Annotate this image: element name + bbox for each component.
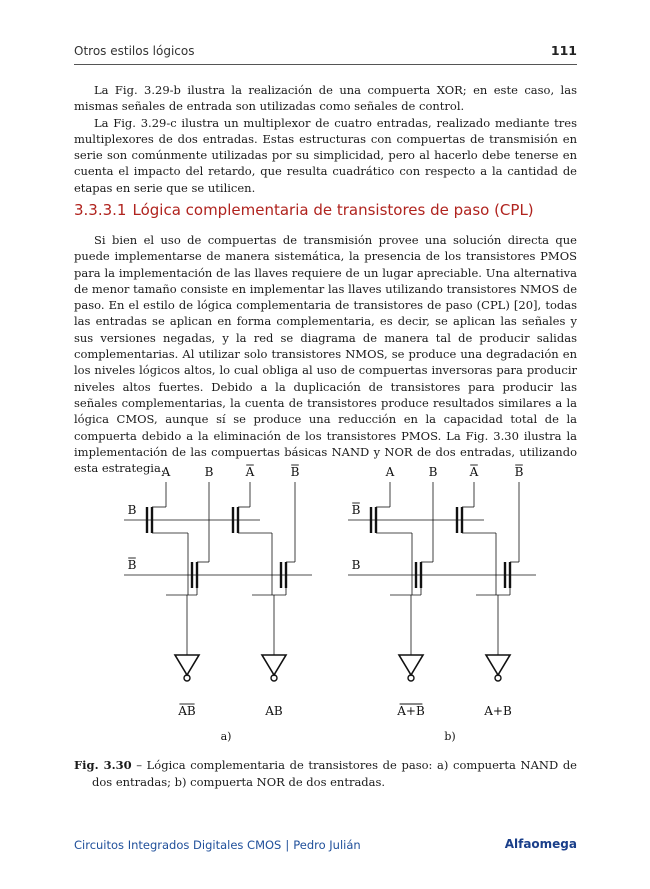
footer-separator: |	[285, 838, 290, 852]
circuit-a-output-label-2: AB	[265, 704, 283, 718]
circuit-a-input-label-2: A	[245, 465, 255, 479]
circuit-a-input-label-0: A	[161, 465, 171, 479]
header-rule	[74, 64, 577, 65]
circuit-b-input-label-3: B	[514, 465, 524, 479]
circuit-b-inverter-2-triangle	[486, 655, 510, 675]
section-title: Lógica complementaria de transistores de paso (CPL)	[132, 201, 534, 219]
circuit-a-inverter-1-triangle	[175, 655, 199, 675]
footer-publisher: Alfaomega	[504, 837, 577, 851]
circuit-b-control-bottom-label: B	[351, 558, 361, 572]
page-footer	[74, 836, 577, 856]
page-number: 111	[550, 43, 577, 58]
circuit-b-input-label-1: B	[428, 465, 438, 479]
circuit-b-output-label-1: A+B	[397, 704, 425, 718]
circuit-a-input-label-3: B	[290, 465, 300, 479]
paragraph-xor: La Fig. 3.29-b ilustra la realización de una compuerta XOR; en este caso, las mismas señales de entrada son utilizadas como señales de control.	[74, 83, 577, 114]
paragraph-cpl: Si bien el uso de compuertas de transmisión provee una solución directa que puede implementarse de manera sistemática, la presencia de los transistores PMOS para la implementación de las llaves requiere de un lugar apreciable. Una alternativa de menor tamaño consiste en implementar las llaves utilizando transistores NMOS de paso. En el estilo de lógica complementaria de transistores de paso (CPL) [20], todas las entradas se aplican en forma complementaria, es decir, se aplican las señales y sus versiones negadas, y la red se diagrama de manera tal de producir salidas complementarias. Al utilizar solo transistores NMOS, se produce una degradación en los niveles lógicos altos, lo cual obliga al uso de compuertas inversoras para producir niveles altos fuertes. Debido a la duplicación de transistores para producir las señales complementarias, la cuenta de transistores produce resultados similares a la lógica CMOS, aunque sí se produce una reducción en la capacidad total de la compuerta debido a la eliminación de los transistores PMOS. La Fig. 3.30 ilustra la implementación de las compuertas básicas NAND y NOR de dos entradas, utilizando esta estrategia.	[74, 233, 577, 476]
circuit-b-inverter-1-triangle	[399, 655, 423, 675]
footer-book-author	[74, 838, 361, 852]
footer-author: Pedro Julián	[293, 838, 361, 852]
circuit-b-input-label-0: A	[385, 465, 395, 479]
figure-3-30	[74, 456, 577, 746]
circuit-b-output-label-2: A+B	[484, 704, 512, 718]
circuit-b-input-label-2: A	[469, 465, 479, 479]
cpl-schematic	[74, 456, 577, 746]
circuit-b-control-top-label: B	[351, 503, 361, 517]
circuit-a-output-label-1: AB	[178, 704, 196, 718]
circuit-a-control-bottom-label: B	[127, 558, 137, 572]
running-head	[74, 42, 577, 62]
caption-text: – Lógica complementaria de transistores de paso: a) compuerta NAND de dos entradas; b) compuerta NOR de dos entradas.	[92, 758, 577, 789]
section-number: 3.3.3.1	[74, 201, 127, 219]
circuit-b-sublabel: b)	[444, 730, 456, 743]
caption-label: Fig. 3.30	[74, 758, 132, 772]
circuit-a-sublabel: a)	[220, 730, 232, 743]
paragraph-mux: La Fig. 3.29-c ilustra un multiplexor de cuatro entradas, realizado mediante tres multiplexores de dos entradas. Estas estructuras con compuertas de transmisión en serie son comúnmente utilizadas por su simplicidad, pero al hacerlo debe tenerse en cuenta el impacto del retardo, que resulta cuadrático con respecto a la cantidad de etapas en serie que se utilicen.	[74, 115, 577, 195]
section-text	[74, 232, 577, 476]
figure-caption	[74, 757, 577, 790]
section-heading	[74, 201, 577, 219]
intro-text	[74, 82, 577, 196]
circuit-a-control-top-label: B	[127, 503, 137, 517]
running-head-title: Otros estilos lógicos	[74, 44, 195, 58]
footer-book-title: Circuitos Integrados Digitales CMOS	[74, 838, 282, 852]
circuit-a-inverter-2-triangle	[262, 655, 286, 675]
circuit-a-input-label-1: B	[204, 465, 214, 479]
